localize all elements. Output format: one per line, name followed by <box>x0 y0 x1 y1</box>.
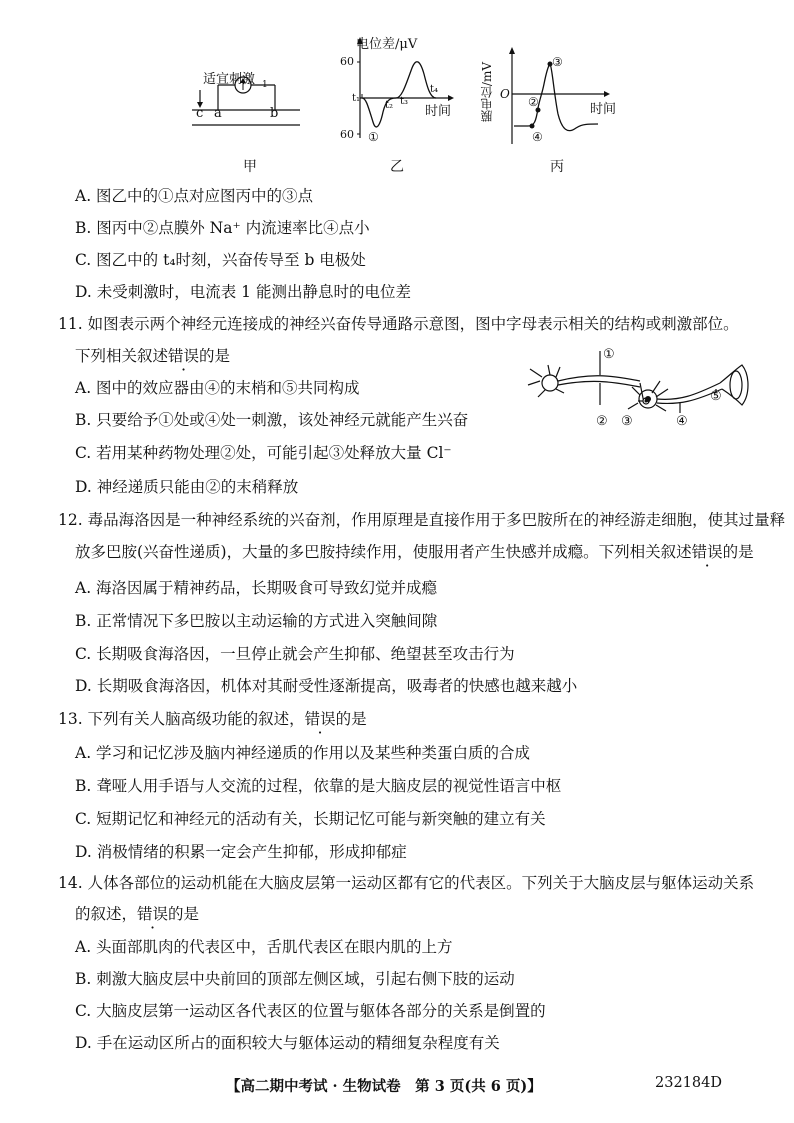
bing-p3: ③ <box>552 55 563 69</box>
paper-code: 232184D <box>655 1075 722 1091</box>
point-b-label: b <box>270 106 279 121</box>
q13-emphasis: 错误 <box>304 710 336 728</box>
meter-number: 1 <box>262 80 268 90</box>
yi-point1: ① <box>368 130 379 144</box>
q13-stem <box>58 709 367 729</box>
q11-option-a: A. 图中的效应器由④的末梢和⑤共同构成 <box>75 379 360 397</box>
q14-option-c: C. 大脑皮层第一运动区各代表区的位置与躯体各部分的关系是倒置的 <box>75 1002 546 1020</box>
figure-yi-caption: 乙 <box>390 159 404 175</box>
q11-option-c: C. 若用某种药物处理②处，可能引起③处释放大量 Cl⁻ <box>75 444 452 462</box>
q12-stem-cont <box>75 542 754 562</box>
point-a-label: a <box>214 106 222 121</box>
figure-jia-caption: 甲 <box>243 159 257 175</box>
yi-t4: t₄ <box>430 84 439 95</box>
figure-bing-caption: 丙 <box>550 159 564 175</box>
yi-y-top: 60 <box>340 55 354 68</box>
q14-stem: 14. 人体各部位的运动机能在大脑皮层第一运动区都有它的代表区。下列关于大脑皮层与躯体运动关系 <box>58 874 755 892</box>
q14-emphasis: 错误 <box>137 905 169 923</box>
q12-option-c: C. 长期吸食海洛因，一旦停止就会产生抑郁、绝望甚至攻击行为 <box>75 645 515 663</box>
q11-stem-cont <box>75 346 230 366</box>
q10-option-b: B. 图丙中②点膜外 Na⁺ 内流速率比④点小 <box>75 219 370 237</box>
bing-potential-curve <box>514 64 598 131</box>
q13-stem-part3: 的是 <box>335 710 367 728</box>
yi-t1: t₁ <box>352 93 361 104</box>
bing-p2: ② <box>528 95 539 109</box>
q14-option-d: D. 手在运动区所占的面积较大与躯体运动的精细复杂程度有关 <box>75 1034 500 1052</box>
q14-option-b: B. 刺激大脑皮层中央前回的顶部左侧区域，引起右侧下肢的运动 <box>75 970 515 988</box>
point-c-label: c <box>196 106 204 121</box>
bing-zero: O <box>500 87 510 101</box>
neuron-label-4: ④ <box>676 414 688 429</box>
q10-option-d: D. 未受刺激时，电流表 1 能测出静息时的电位差 <box>75 283 411 301</box>
q13-option-a: A. 学习和记忆涉及脑内神经递质的作用以及某些种类蛋白质的合成 <box>75 744 531 762</box>
q14-stem-cont <box>75 904 199 924</box>
q10-option-c: C. 图乙中的 t₄时刻，兴奋传导至 b 电极处 <box>75 251 366 269</box>
yi-t3: t₃ <box>400 96 409 107</box>
q11-option-b: B. 只要给予①处或④处一刺激，该处神经元就能产生兴奋 <box>75 411 469 429</box>
bing-p4: ④ <box>532 130 543 144</box>
q14-stem-part1: 的叙述， <box>75 905 138 923</box>
q13-option-c: C. 短期记忆和神经元的活动有关，长期记忆可能与新突触的建立有关 <box>75 810 546 828</box>
q13-option-b: B. 聋哑人用手语与人交流的过程，依靠的是大脑皮层的视觉性语言中枢 <box>75 777 562 795</box>
q11-emphasis: 错误 <box>168 347 200 365</box>
q12-stem: 12. 毒品海洛因是一种神经系统的兴奋剂，作用原理是直接作用于多巴胺所在的神经游走细胞，使其过量释 <box>58 511 786 529</box>
q12-stem-part3: 的是 <box>722 543 754 561</box>
neuron-pathway-diagram <box>520 345 765 435</box>
q14-stem-part3: 的是 <box>168 905 200 923</box>
q11-stem-part3: 的是 <box>199 347 231 365</box>
q12-emphasis: 错误 <box>691 543 723 561</box>
bing-xlabel: 时间 <box>590 102 617 117</box>
neuron-label-5: ⑤ <box>710 389 722 404</box>
neuron-label-1: ① <box>603 347 615 362</box>
yi-y-bottom: 60 <box>340 128 354 141</box>
q11-stem: 11. 如图表示两个神经元连接成的神经兴奋传导通路示意图，图中字母表示相关的结构或刺激部位。 <box>58 315 739 333</box>
q10-option-a: A. 图乙中的①点对应图丙中的③点 <box>75 187 314 205</box>
yi-xlabel: 时间 <box>425 104 452 119</box>
page-footer: 【高二期中考试 · 生物试卷 第 3 页(共 6 页)】 <box>226 1078 542 1095</box>
neuron-label-2: ② <box>596 414 608 429</box>
q12-option-b: B. 正常情况下多巴胺以主动运输的方式进入突触间隙 <box>75 612 438 630</box>
stimulus-label: 适宜刺激 <box>203 72 256 87</box>
q12-stem-part1: 放多巴胺(兴奋性递质)，大量的多巴胺持续作用，使服用者产生快感并成瘾。下列相关叙述 <box>75 543 692 561</box>
q12-option-d: D. 长期吸食海洛因，机体对其耐受性逐渐提高，吸毒者的快感也越来越小 <box>75 677 578 695</box>
q13-option-d: D. 消极情绪的积累一定会产生抑郁，形成抑郁症 <box>75 843 407 861</box>
q14-option-a: A. 头面部肌肉的代表区中，舌肌代表区在眼内肌的上方 <box>75 938 453 956</box>
yi-ylabel: 电位差/μV <box>356 37 418 52</box>
q13-stem-part1: 13. 下列有关人脑高级功能的叙述， <box>58 710 305 728</box>
yi-t2: t₂ <box>385 100 394 111</box>
q12-option-a: A. 海洛因属于精神药品，长期吸食可导致幻觉并成瘾 <box>75 579 438 597</box>
q11-stem-part1: 下列相关叙述 <box>75 347 169 365</box>
neuron-label-3: ③ <box>621 414 633 429</box>
bing-ylabel: 膜电位/mV <box>480 62 494 123</box>
q11-option-d: D. 神经递质只能由②的末稍释放 <box>75 478 299 496</box>
